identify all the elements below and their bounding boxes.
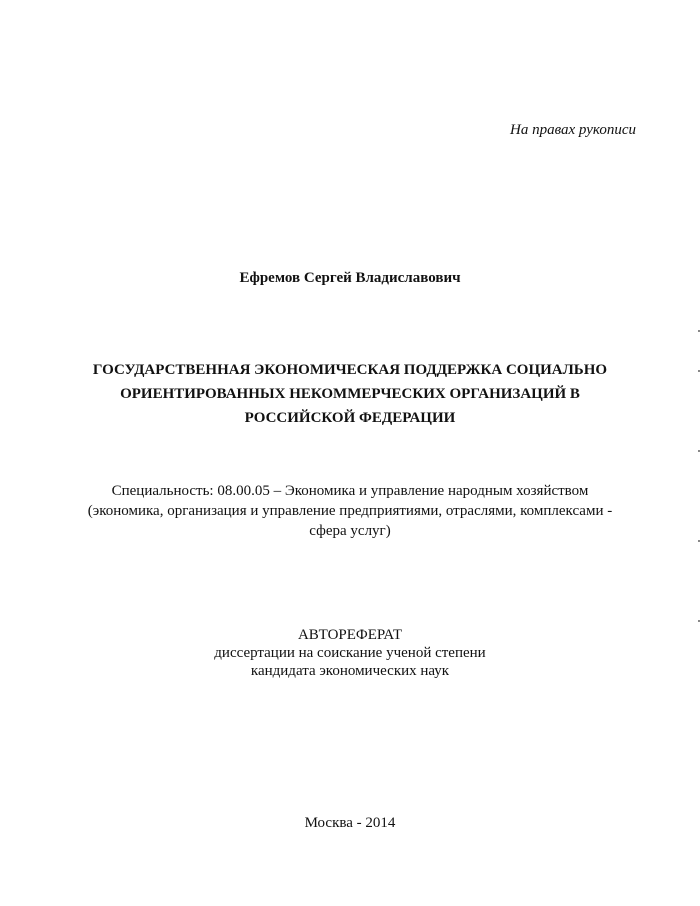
specialty-line: сфера услуг) <box>309 523 391 539</box>
author-name: Ефремов Сергей Владиславович <box>239 270 461 286</box>
abstract-line: кандидата экономических наук <box>250 663 450 679</box>
abstract-heading: АВТОРЕФЕРАТ <box>297 627 403 643</box>
city-year: Москва - 2014 <box>304 815 396 831</box>
dissertation-title <box>40 358 660 430</box>
abstract-block <box>0 626 700 680</box>
title-line: ОРИЕНТИРОВАННЫХ НЕКОММЕРЧЕСКИХ ОРГАНИЗАЦИЙ В <box>120 386 580 402</box>
manuscript-rights-note: На правах рукописи <box>510 122 636 138</box>
specialty-line: Специальность: 08.00.05 – Экономика и управление народным хозяйством <box>111 483 589 499</box>
specialty-line: (экономика, организация и управление предприятиями, отраслями, комплексами - <box>87 503 613 519</box>
title-line: РОССИЙСКОЙ ФЕДЕРАЦИИ <box>244 410 456 426</box>
specialty-block <box>40 481 660 541</box>
abstract-line: диссертации на соискание ученой степени <box>214 645 486 661</box>
title-line: ГОСУДАРСТВЕННАЯ ЭКОНОМИЧЕСКАЯ ПОДДЕРЖКА СОЦИАЛЬНО <box>92 362 608 378</box>
